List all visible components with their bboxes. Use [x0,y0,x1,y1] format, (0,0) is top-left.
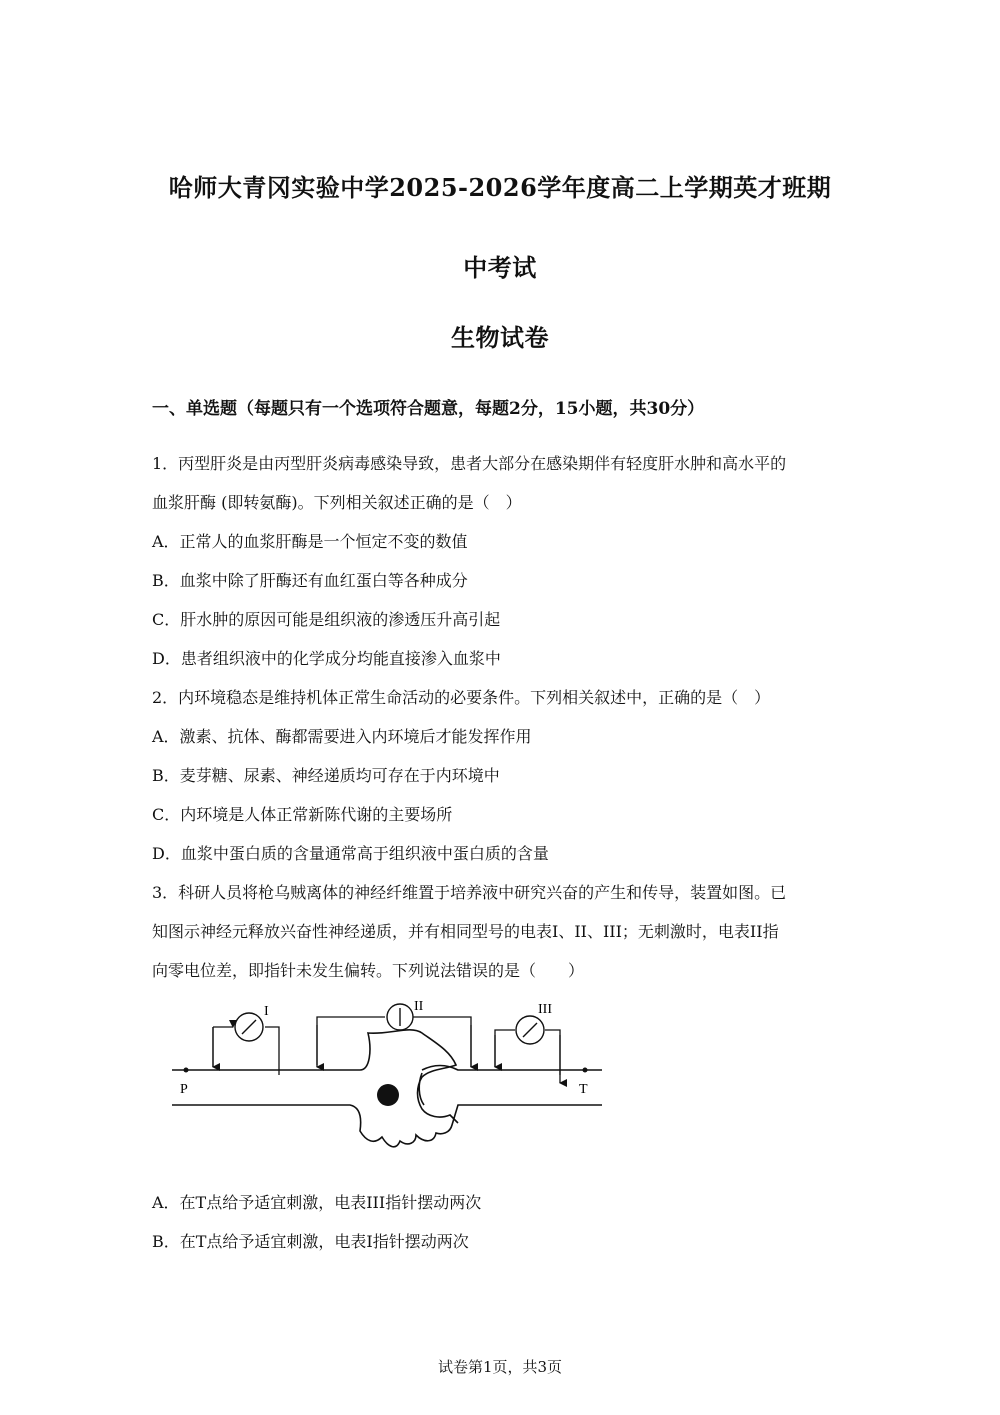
neuron-electrode-diagram [160,995,610,1160]
section-heading-single-choice: 一、单选题（每题只有一个选项符合题意，每题2分，15小题，共30分） [152,399,705,419]
meter3-label: III [538,1002,552,1017]
q3-stem-line2: 知图示神经元释放兴奋性神经递质，并有相同型号的电表I、II、III；无刺激时，电表II指 [152,922,779,941]
point-p-dot [184,1068,189,1073]
neuron-nucleus [377,1084,399,1106]
meter1-label: I [264,1004,269,1019]
q2-option-d: D．血浆中蛋白质的含量通常高于组织液中蛋白质的含量 [152,844,549,863]
q1-option-a: A．正常人的血浆肝酶是一个恒定不变的数值 [152,532,468,551]
q3-stem-line1: 3．科研人员将枪乌贼离体的神经纤维置于培养液中研究兴奋的产生和传导，装置如图。已 [152,883,787,902]
q2-option-a: A．激素、抗体、酶都需要进入内环境后才能发挥作用 [152,727,532,746]
q3-option-a: A．在T点给予适宜刺激，电表III指针摆动两次 [152,1193,482,1212]
fiber-top-membrane [172,1030,458,1123]
point-t-dot [583,1068,588,1073]
page-footer: 试卷第1页，共3页 [437,1358,563,1376]
q2-option-c: C．内环境是人体正常新陈代谢的主要场所 [152,805,453,824]
point-t-label: T [579,1082,588,1097]
exam-subject-title: 生物试卷 [451,323,549,352]
exam-title-line1: 哈师大青冈实验中学2025-2026学年度高二上学期英才班期 [168,173,832,202]
fiber-bottom-membrane [172,1105,602,1147]
q3-option-b: B．在T点给予适宜刺激，电表I指针摆动两次 [152,1232,469,1251]
exam-title-line2: 中考试 [463,253,537,282]
q1-stem-line2: 血浆肝酶 (即转氨酶)。下列相关叙述正确的是（ ） [152,493,522,512]
q2-stem-line1: 2．内环境稳态是维持机体正常生命活动的必要条件。下列相关叙述中，正确的是（ ） [152,688,771,707]
q1-option-c: C．肝水肿的原因可能是组织液的渗透压升高引起 [152,610,501,629]
q1-stem-line1: 1．丙型肝炎是由丙型肝炎病毒感染导致，患者大部分在感染期伴有轻度肝水肿和高水平的 [152,454,787,473]
q1-option-b: B．血浆中除了肝酶还有血红蛋白等各种成分 [152,571,468,590]
q2-option-b: B．麦芽糖、尿素、神经递质均可存在于内环境中 [152,766,500,785]
meter2-label: II [414,999,424,1014]
point-p-label: P [180,1082,188,1097]
q3-stem-line3: 向零电位差，即指针未发生偏转。下列说法错误的是（ ） [152,961,585,980]
q1-option-d: D．患者组织液中的化学成分均能直接渗入血浆中 [152,649,501,668]
